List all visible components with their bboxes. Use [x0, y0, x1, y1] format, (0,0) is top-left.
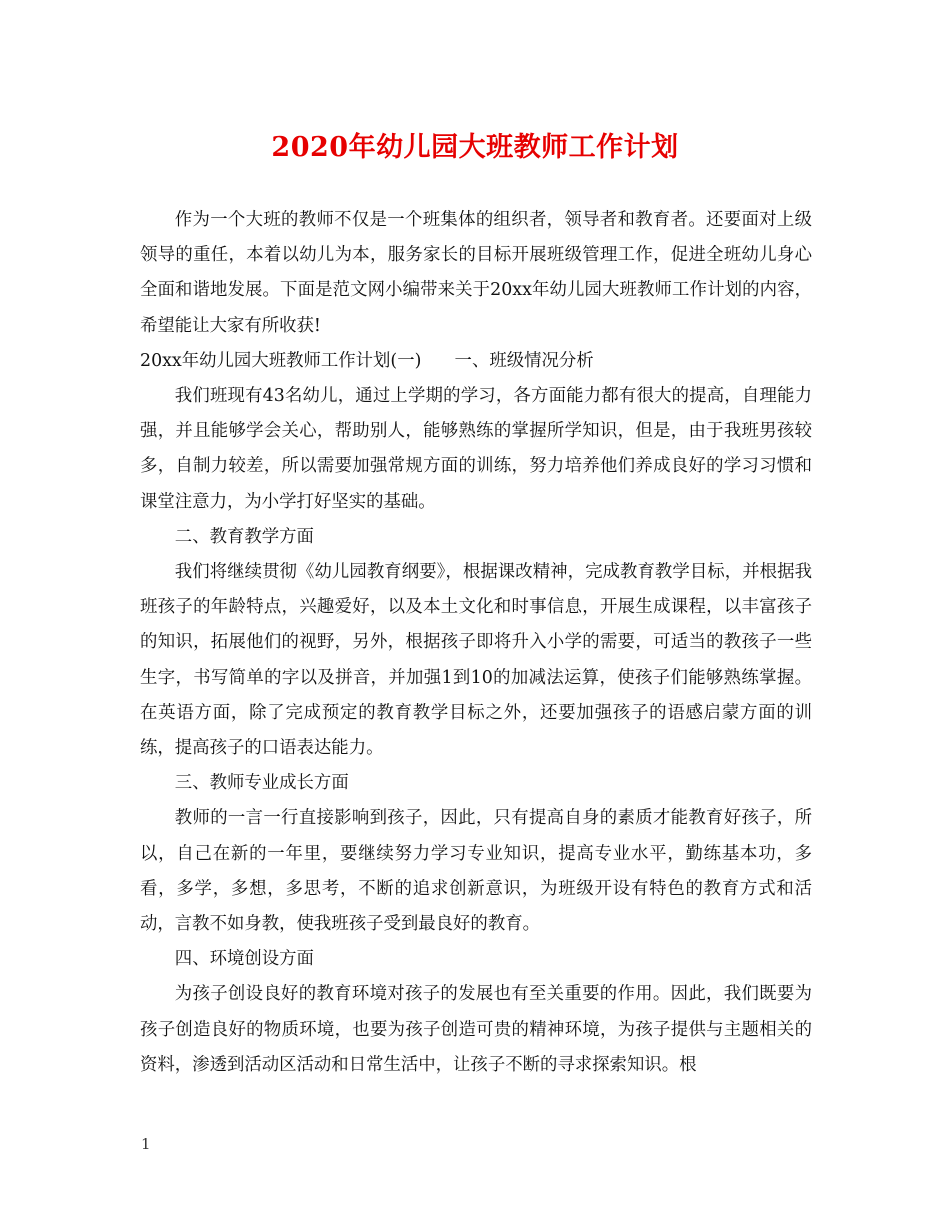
paragraph-teaching: 我们将继续贯彻《幼儿园教育纲要》，根据课改精神，完成教育教学目标，并根据我班孩子的年龄特点，兴趣爱好，以及本土文化和时事信息，开展生成课程，以丰富孩子的知识，拓展他们的视野，另外，根据孩子即将升入小学的需要，可适当的教孩子一些生字，书写简单的字以及拼音，并加强1到10的加减法运算，使孩子们能够熟练掌握。在英语方面，除了完成预定的教育教学目标之外，还要加强孩子的语感启蒙方面的训练，提高孩子的口语表达能力。: [140, 562, 812, 759]
heading-teaching: 二、教育教学方面: [174, 526, 314, 547]
document-title: 2020年幼儿园大班教师工作计划: [271, 132, 679, 163]
paragraph-class-analysis: 我们班现有43名幼儿，通过上学期的学习，各方面能力都有很大的提高，自理能力强，并且能够学会关心，帮助别人，能够熟练的掌握所学知识，但是，由于我班男孩较多，自制力较差，所以需要加强常规方面的训练，努力培养他们养成良好的学习习惯和课堂注意力，为小学打好坚实的基础。: [140, 386, 812, 512]
paragraph-environment: 为孩子创设良好的教育环境对孩子的发展也有至关重要的作用。因此，我们既要为孩子创造良好的物质环境，也要为孩子创造可贵的精神环境，为孩子提供与主题相关的资料，渗透到活动区活动和日常生活中，让孩子不断的寻求探索知识。根: [140, 984, 812, 1075]
page-number: 1: [141, 1135, 151, 1153]
paragraph-professional-growth: 教师的一言一行直接影响到孩子，因此，只有提高自身的素质才能教育好孩子，所以，自己在新的一年里，要继续努力学习专业知识，提高专业水平，勤练基本功，多看，多学，多想，多思考，不断的追求创新意识，为班级开设有特色的教育方式和活动，言教不如身教，使我班孩子受到最良好的教育。: [140, 808, 812, 935]
intro-paragraph: 作为一个大班的教师不仅是一个班集体的组织者，领导者和教育者。还要面对上级领导的重任，本着以幼儿为本，服务家长的目标开展班级管理工作，促进全班幼儿身心全面和谐地发展。下面是范文网小编带来关于20xx年幼儿园大班教师工作计划的内容，希望能让大家有所收获!: [140, 210, 812, 336]
heading-environment: 四、环境创设方面: [174, 949, 314, 970]
document-body: [140, 203, 812, 1083]
section-heading-line: 20xx年幼儿园大班教师工作计划(一) 一、班级情况分析: [140, 350, 594, 371]
heading-professional-growth: 三、教师专业成长方面: [174, 773, 349, 794]
